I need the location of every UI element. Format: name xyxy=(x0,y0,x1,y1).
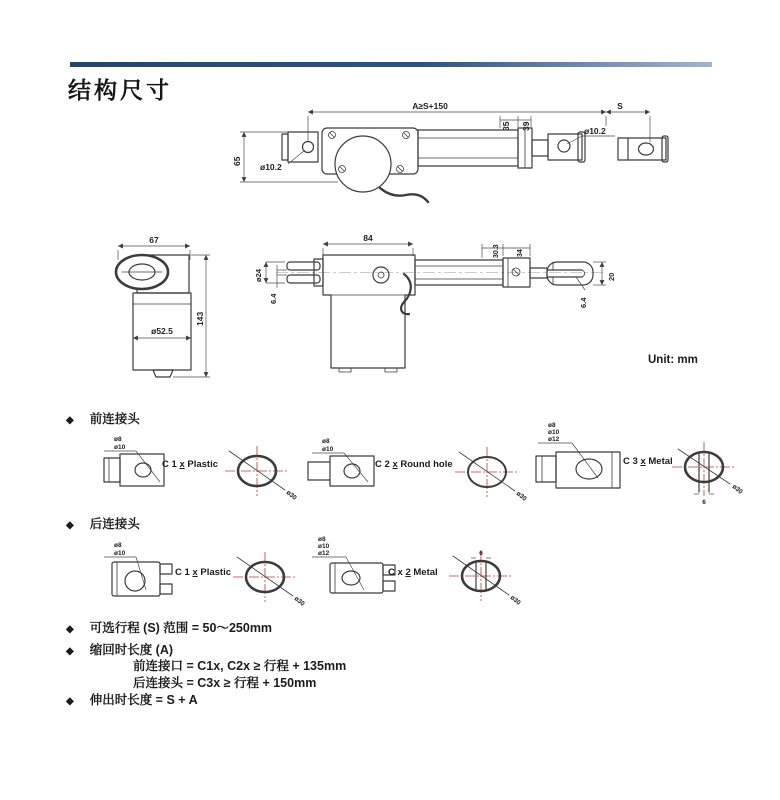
dim-end-block xyxy=(482,244,530,258)
dim-end-b-label: 34 xyxy=(517,249,524,257)
crosshair-centerlines xyxy=(233,552,297,602)
slot-width-label: 6 xyxy=(479,550,483,557)
side-view-drawing xyxy=(230,98,690,216)
slot-width-label: 6 xyxy=(702,499,706,506)
dim-end-a-label: 30.3 xyxy=(493,244,500,258)
unit-label: Unit: mm xyxy=(648,354,698,366)
dim-height-label: 143 xyxy=(195,311,205,326)
rear-connector-2-drawing xyxy=(308,532,408,596)
hole-option-label: ø8 xyxy=(322,438,330,445)
diamond-bullet: ◆ xyxy=(66,646,74,657)
section-diameter-label: ø30 xyxy=(284,489,298,502)
dim-length-84 xyxy=(323,233,413,256)
outer-tube xyxy=(418,128,532,168)
note-text: 缩回时长度 (A) xyxy=(89,643,174,657)
hole-option-label: ø12 xyxy=(318,550,330,557)
front-connector-3-label: C 3 x Metal xyxy=(623,456,673,467)
top-view-drawing xyxy=(246,232,618,374)
diamond-bullet: ◆ xyxy=(66,415,74,426)
section-diameter-label: ø30 xyxy=(514,490,528,503)
motor-cap xyxy=(373,267,389,283)
hole-option-label: ø10 xyxy=(114,444,126,451)
hole-option-label: ø8 xyxy=(318,536,326,543)
rear-hole-dia-label: ø10.2 xyxy=(584,126,606,136)
front-connector-2-section-view xyxy=(453,445,535,505)
section-diameter-label: ø30 xyxy=(730,483,744,496)
power-cable xyxy=(401,274,411,314)
hole-option-label: ø8 xyxy=(548,422,556,429)
front-connector-2-label: C 2 x Round hole xyxy=(375,459,453,470)
dim-seg-a-label: 35 xyxy=(501,121,511,131)
crosshair-centerlines xyxy=(449,551,513,601)
diamond-bullet: ◆ xyxy=(66,520,74,531)
dim-35-39 xyxy=(500,116,531,131)
section-diameter-label: ø30 xyxy=(508,594,522,607)
front-clevis xyxy=(282,132,318,162)
crosshair-centerlines xyxy=(455,447,519,497)
dim-total-length-label: A≥S+150 xyxy=(412,101,448,111)
rear-connector-1-label: C 1 x Plastic xyxy=(175,567,232,578)
rear-connectors-heading-label: 后连接头 xyxy=(89,517,140,531)
rear-connector-2-section-view xyxy=(447,546,529,606)
rear-connector-1-section-view xyxy=(231,550,313,610)
diamond-bullet: ◆ xyxy=(66,696,74,707)
note-text: 伸出时长度 = S + A xyxy=(89,693,198,707)
dim-rod-slot-label: 6.4 xyxy=(579,297,588,308)
accent-bar xyxy=(70,62,712,67)
front-connector-1-label: C 1 x Plastic xyxy=(162,459,219,470)
dim-fork-outer-label: ø24 xyxy=(254,269,263,282)
mounting-foot xyxy=(153,370,173,377)
note-text: 可选行程 (S) 范围 = 50～250mm xyxy=(89,621,273,635)
front-connector-1-section-view xyxy=(223,444,305,504)
diamond-bullet: ◆ xyxy=(66,624,74,635)
crosshair-centerlines xyxy=(672,442,736,496)
dim-body-diameter xyxy=(133,326,191,338)
section-diameter-label: ø30 xyxy=(292,595,306,608)
note-extended-length xyxy=(66,690,198,708)
front-hole-dia-label: ø10.2 xyxy=(260,162,282,172)
dim-seg-b-label: 39 xyxy=(521,121,531,131)
front-connector-3-section-view xyxy=(670,440,752,508)
dim-fork-slot-label: 6.4 xyxy=(269,293,278,304)
mating-bracket xyxy=(618,136,668,162)
piston-rod-clevis xyxy=(532,132,585,162)
motor-housing xyxy=(322,128,428,202)
gearbox-bulge xyxy=(335,136,391,192)
rear-view-drawing xyxy=(110,234,222,390)
hole-option-label: ø10 xyxy=(114,550,126,557)
dim-height-label: 65 xyxy=(232,156,242,166)
hole-option-label: ø8 xyxy=(114,542,122,549)
rear-connector-2-label: C x 2 Metal xyxy=(388,567,438,578)
dim-body-dia-label: ø52.5 xyxy=(151,326,173,336)
rear-connectors-heading xyxy=(66,514,140,532)
dim-total-length xyxy=(308,101,606,142)
hole-option-label: ø12 xyxy=(548,436,560,443)
hole-option-label: ø8 xyxy=(114,436,122,443)
dim-stroke-label: S xyxy=(617,101,623,111)
hole-option-label: ø10 xyxy=(322,446,334,453)
dim-fork xyxy=(254,262,287,304)
note-sub-front: 前连接口 = C1x, C2x ≥ 行程 + 135mm xyxy=(133,659,347,673)
clevis-ring xyxy=(116,255,189,293)
dim-rod-fork-label: 20 xyxy=(607,272,616,281)
front-connectors-heading-label: 前连接头 xyxy=(89,412,140,426)
dim-length-label: 84 xyxy=(363,233,373,243)
hole-option-label: ø10 xyxy=(548,429,560,436)
dim-width-label: 67 xyxy=(149,235,159,245)
crosshair-centerlines xyxy=(225,446,289,496)
power-cable xyxy=(380,188,428,202)
page-title: 结构尺寸 xyxy=(68,77,172,103)
hole-option-label: ø10 xyxy=(318,543,330,550)
note-stroke-range xyxy=(66,618,272,636)
front-connectors-heading xyxy=(66,409,140,427)
rod-fork xyxy=(530,262,593,285)
note-sub-rear: 后连接头 = C3x ≥ 行程 + 150mm xyxy=(133,676,317,690)
front-connector-3-drawing xyxy=(532,418,632,490)
